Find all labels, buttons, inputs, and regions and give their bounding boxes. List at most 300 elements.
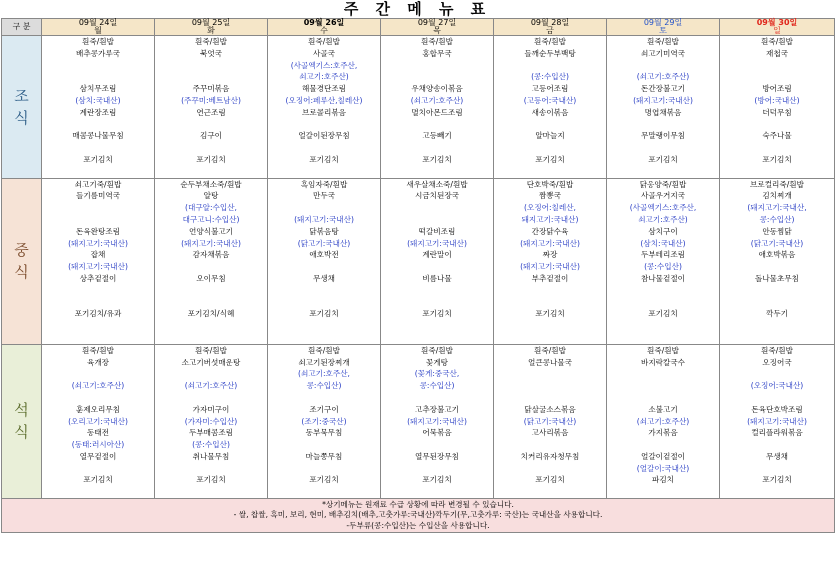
menu-item: 삼치구이: [648, 226, 678, 236]
menu-item: [607, 60, 719, 72]
menu-cell: [155, 344, 268, 498]
menu-item: 흰죽/흰밥: [761, 37, 793, 46]
meal-label-char: 식: [14, 108, 29, 127]
menu-item: 두부테리조림: [640, 250, 685, 260]
origin-note: (콩:수입산): [192, 440, 230, 450]
day-date: 09월 26일: [303, 18, 345, 27]
menu-item: 무생채: [312, 273, 335, 283]
menu-item: 고추장불고기: [414, 404, 459, 414]
menu-item: 포기김치: [762, 154, 792, 164]
menu-item: [268, 392, 380, 404]
menu-item: 포기김치: [422, 475, 452, 485]
menu-item: 흰죽/흰밥: [534, 345, 566, 355]
origin-note: (닭고기:국내산): [297, 238, 351, 248]
menu-item: 재첩국: [765, 48, 788, 58]
menu-item: [155, 486, 267, 498]
menu-item: 소불고기: [648, 404, 678, 414]
notes-cell: [2, 499, 835, 533]
menu-item: [268, 332, 380, 344]
menu-cell: [607, 36, 720, 179]
origin-note: 쇠고기:호주산): [638, 214, 688, 224]
menu-item: [607, 119, 719, 131]
menu-item: 포기김치: [309, 309, 339, 319]
menu-item: [720, 166, 834, 178]
menu-item: 가자미구이: [192, 404, 230, 414]
origin-note: (쇠고기:호주산): [71, 381, 125, 391]
origin-note: 쇠고기:호주산): [299, 72, 349, 82]
menu-item: 참나물겉절이: [640, 273, 685, 283]
menu-item: [381, 261, 493, 273]
origin-note: (사골엑기스:호주산,: [290, 60, 358, 70]
menu-item: 브로콜리볶음: [301, 107, 346, 117]
menu-item: [494, 463, 606, 475]
menu-item: 조기구이: [309, 404, 339, 414]
menu-item: 포기김치: [535, 475, 565, 485]
menu-item: 흰죽/흰밥: [82, 345, 114, 355]
menu-item: 김치찌개: [762, 191, 792, 201]
meal-label: [2, 344, 42, 498]
menu-cell: [42, 178, 155, 344]
menu-item: 닭볶음탕: [309, 226, 339, 236]
origin-note: (돼지고기:국내산): [747, 416, 807, 426]
day-weekday: 토: [659, 26, 667, 35]
menu-item: [607, 142, 719, 154]
menu-item: 흰죽/흰밥: [308, 37, 340, 46]
menu-cell: [720, 344, 835, 498]
menu-item: 쇠고기죽/흰밥: [74, 179, 122, 189]
menu-item: 알탕: [203, 191, 219, 201]
menu-item: 고사리볶음: [531, 428, 569, 438]
menu-item: [42, 285, 154, 297]
menu-cell: [268, 36, 381, 179]
menu-item: 깍두기: [765, 309, 788, 319]
menu-item: [607, 297, 719, 309]
menu-item: 컬리플라워볶음: [751, 428, 803, 438]
meal-row-bf: [2, 36, 835, 179]
menu-item: 육개장: [86, 357, 109, 367]
menu-item: [42, 320, 154, 332]
menu-item: [381, 297, 493, 309]
menu-item: 포기김치: [83, 154, 113, 164]
day-date: 09월 28일: [530, 18, 570, 27]
origin-note: 콩:수입산): [419, 381, 455, 391]
menu-cell: [720, 178, 835, 344]
menu-item: [720, 320, 834, 332]
meal-label: [2, 178, 42, 344]
menu-item: [381, 202, 493, 214]
menu-item: 파김치: [651, 475, 674, 485]
origin-note: (쇠고기:호주산): [636, 72, 690, 82]
menu-item: 돈육단호박조림: [751, 404, 803, 414]
menu-item: 닭살굴소스볶음: [524, 404, 576, 414]
origin-note: (방어:국내산): [754, 95, 800, 105]
menu-item: 포기김치/유과: [74, 309, 122, 319]
menu-item: [268, 297, 380, 309]
menu-item: 홍합무국: [422, 48, 452, 58]
menu-item: 사골국: [312, 48, 335, 58]
menu-item: [381, 71, 493, 83]
origin-note: 대구고니:수입산): [182, 214, 240, 224]
menu-item: [494, 380, 606, 392]
menu-item: 계란말이: [422, 250, 452, 260]
origin-note: (주꾸미:베트남산): [181, 95, 241, 105]
menu-item: 흰죽/흰밥: [195, 345, 227, 355]
day-header: [494, 19, 607, 36]
menu-item: [494, 392, 606, 404]
menu-item: 어묵볶음: [422, 428, 452, 438]
menu-item: 포기김치: [535, 154, 565, 164]
origin-note: 콩:수입산): [759, 214, 795, 224]
origin-note: (동태:러시아산): [71, 440, 125, 450]
menu-item: [720, 119, 834, 131]
menu-item: 브로컬리죽/흰밥: [750, 179, 804, 189]
notes-row: [2, 499, 835, 533]
menu-item: [268, 142, 380, 154]
day-date: 09월 29일: [643, 18, 683, 27]
menu-item: 포기김치/식혜: [187, 309, 235, 319]
menu-item: [494, 285, 606, 297]
menu-item: 감자채볶음: [192, 250, 230, 260]
menu-cell: [42, 36, 155, 179]
menu-item: 포기김치: [309, 475, 339, 485]
origin-note: 돼지고기:국내산): [521, 214, 579, 224]
menu-cell: [720, 36, 835, 179]
menu-item: [268, 119, 380, 131]
menu-item: 오이무침: [196, 273, 226, 283]
menu-item: [494, 166, 606, 178]
menu-item: 포기김치: [762, 475, 792, 485]
menu-item: 취나물무침: [192, 451, 230, 461]
menu-item: [155, 392, 267, 404]
menu-item: [381, 439, 493, 451]
origin-note: (콩:수입산): [644, 262, 682, 272]
menu-item: [381, 166, 493, 178]
menu-item: 흰죽/흰밥: [647, 37, 679, 46]
meal-label-char: 식: [14, 423, 29, 442]
origin-note: (오리고기:국내산): [68, 416, 128, 426]
menu-item: [42, 486, 154, 498]
menu-item: 포기김치: [196, 154, 226, 164]
origin-note: (고등어:국내산): [523, 95, 577, 105]
menu-item: 짜장: [542, 250, 558, 260]
day-date: 09월 27일: [417, 18, 457, 27]
origin-note: (돼지고기:국내산): [407, 238, 467, 248]
menu-cell: [42, 344, 155, 498]
menu-item: 치커리유자청무침: [520, 451, 580, 461]
menu-item: 새송이볶음: [531, 107, 569, 117]
menu-item: [381, 119, 493, 131]
day-weekday: 수: [320, 26, 328, 35]
menu-item: 북엇국: [199, 48, 222, 58]
day-header: [381, 19, 494, 36]
menu-item: 바지락칼국수: [640, 357, 685, 367]
menu-cell: [607, 344, 720, 498]
menu-item: [381, 214, 493, 226]
menu-item: 알마늘지: [535, 131, 565, 141]
menu-item: 흰죽/흰밥: [82, 37, 114, 46]
menu-item: [155, 261, 267, 273]
menu-item: 흰죽/흰밥: [534, 37, 566, 46]
origin-note: (꽃게:중국산,: [414, 369, 460, 379]
menu-cell: [268, 344, 381, 498]
note-line: - 쌀, 찹쌀, 흑미, 보리, 현미, 배추김치(배추,고춧가루:국내산)깍두기(무,고춧가루: 국산)는 국내산을 사용합니다.: [233, 510, 603, 520]
origin-note: (대구알:수입산,: [185, 203, 237, 213]
menu-item: 매콤콩나물무침: [72, 131, 124, 141]
day-date: 09월 24일: [78, 18, 118, 27]
menu-item: 계란장조림: [79, 107, 117, 117]
day-date: 09월 25일: [191, 18, 231, 27]
menu-item: 흰죽/흰밥: [308, 345, 340, 355]
menu-item: 우채양송이볶음: [411, 84, 463, 94]
menu-item: [607, 166, 719, 178]
origin-note: (삼치:국내산): [75, 95, 121, 105]
day-weekday: 일: [773, 26, 781, 35]
menu-item: 순두부채소죽/흰밥: [180, 179, 242, 189]
origin-note: (돼지고기:국내산): [68, 238, 128, 248]
menu-item: 흰죽/흰밥: [421, 37, 453, 46]
menu-item: [155, 297, 267, 309]
menu-item: [268, 261, 380, 273]
meal-label-char: 조: [14, 86, 29, 105]
menu-item: [494, 320, 606, 332]
menu-item: 마늘쫑무침: [305, 451, 343, 461]
menu-item: [42, 332, 154, 344]
menu-item: 안동찜닭: [762, 226, 792, 236]
origin-note: (오징어:칠레산,: [524, 203, 576, 213]
menu-item: 흑임자죽/흰밥: [300, 179, 348, 189]
meal-row-lu: [2, 178, 835, 344]
menu-item: 쇠고기미역국: [640, 48, 685, 58]
menu-item: 가지볶음: [648, 428, 678, 438]
menu-item: 돌나물초무침: [754, 273, 799, 283]
menu-item: 열무된장무침: [414, 451, 459, 461]
menu-item: [42, 119, 154, 131]
category-header: 구 분: [2, 19, 42, 36]
menu-item: [381, 285, 493, 297]
menu-item: 김구이: [199, 131, 222, 141]
menu-cell: [155, 178, 268, 344]
origin-note: (콩:수입산): [531, 72, 569, 82]
menu-item: [268, 166, 380, 178]
menu-item: 애호박전: [309, 250, 339, 260]
menu-item: [268, 320, 380, 332]
menu-item: 동부묵무침: [305, 428, 343, 438]
menu-item: [381, 320, 493, 332]
menu-item: 부추겉절이: [531, 273, 569, 283]
meal-row-di: [2, 344, 835, 498]
origin-note: (쇠고기:호주산): [184, 381, 238, 391]
menu-item: [494, 439, 606, 451]
day-header: [42, 19, 155, 36]
menu-item: [381, 486, 493, 498]
origin-note: (돼지고기:국내산,: [747, 203, 807, 213]
menu-item: [42, 71, 154, 83]
origin-note: (돼지고기:국내산): [294, 214, 354, 224]
menu-item: [494, 119, 606, 131]
menu-item: 꽃게탕: [425, 357, 448, 367]
menu-item: [381, 392, 493, 404]
origin-note: (닭고기:국내산): [523, 416, 577, 426]
origin-note: (돼지고기:국내산): [68, 262, 128, 272]
menu-item: [720, 439, 834, 451]
menu-item: [720, 297, 834, 309]
menu-item: [42, 392, 154, 404]
menu-item: [268, 486, 380, 498]
menu-item: 포기김치: [648, 309, 678, 319]
menu-item: 포기김치: [196, 475, 226, 485]
menu-item: 포기김치: [535, 309, 565, 319]
menu-item: [42, 166, 154, 178]
meal-label-char: 식: [14, 263, 29, 282]
meal-label: [2, 36, 42, 179]
menu-item: 만두국: [312, 191, 335, 201]
menu-cell: [494, 178, 607, 344]
menu-item: [720, 71, 834, 83]
menu-item: [155, 320, 267, 332]
origin-note: 콩:수입산): [306, 381, 342, 391]
day-header: [155, 19, 268, 36]
menu-item: [494, 486, 606, 498]
menu-item: 흰죽/흰밥: [195, 37, 227, 46]
menu-item: [607, 285, 719, 297]
menu-item: [494, 332, 606, 344]
menu-item: [494, 60, 606, 72]
day-weekday: 금: [546, 26, 554, 35]
menu-item: [155, 119, 267, 131]
menu-item: 오징어국: [762, 357, 792, 367]
menu-item: 단호박죽/흰밥: [526, 179, 574, 189]
menu-item: 짬뽕국: [538, 191, 561, 201]
origin-note: (쇠고기:호주산,: [298, 369, 350, 379]
menu-cell: [381, 344, 494, 498]
menu-item: 소고기버섯매운탕: [181, 357, 241, 367]
menu-item: 포기김치: [309, 154, 339, 164]
menu-cell: [155, 36, 268, 179]
menu-item: 얼갈이겉절이: [640, 451, 685, 461]
menu-item: [720, 142, 834, 154]
origin-note: (닭고기:국내산): [750, 238, 804, 248]
menu-item: 사골우거지국: [640, 191, 685, 201]
note-line: *상기메뉴는 원재료 수급 상황에 따라 변경될 수 있습니다.: [322, 499, 514, 509]
menu-item: [155, 332, 267, 344]
menu-item: [494, 142, 606, 154]
menu-item: 포기김치: [422, 309, 452, 319]
menu-item: 흰죽/흰밥: [647, 345, 679, 355]
meal-label-char: 중: [14, 241, 29, 260]
menu-item: [720, 463, 834, 475]
menu-item: [494, 368, 606, 380]
menu-item: 포기김치: [83, 475, 113, 485]
menu-item: [381, 142, 493, 154]
menu-item: 동태전: [86, 428, 109, 438]
origin-note: (얼갈이:국내산): [636, 463, 690, 473]
day-weekday: 화: [207, 26, 215, 35]
menu-item: [607, 332, 719, 344]
menu-item: 들기름미역국: [75, 191, 120, 201]
menu-item: [268, 285, 380, 297]
menu-item: 연근조림: [196, 107, 226, 117]
menu-item: [155, 285, 267, 297]
menu-item: 쇠고기된장찌개: [298, 357, 350, 367]
day-header: [268, 19, 381, 36]
menu-item: 포기김치: [422, 154, 452, 164]
menu-item: [381, 60, 493, 72]
origin-note: (오징어:국내산): [750, 381, 804, 391]
menu-item: [42, 60, 154, 72]
menu-item: [42, 368, 154, 380]
origin-note: (쇠고기:호주산): [636, 416, 690, 426]
menu-item: 명엽채볶음: [644, 107, 682, 117]
menu-item: 포기김치: [648, 154, 678, 164]
menu-item: [155, 166, 267, 178]
origin-note: (돼지고기:국내산): [520, 262, 580, 272]
menu-item: [607, 368, 719, 380]
menu-item: 방어조림: [762, 84, 792, 94]
menu-item: 삼치무조림: [79, 84, 117, 94]
origin-note: (오징어:페루산,칠레산): [285, 95, 363, 105]
origin-note: (조기:중국산): [301, 416, 347, 426]
menu-item: 주꾸미볶음: [192, 84, 230, 94]
origin-note: (돼지고기:국내산): [181, 238, 241, 248]
menu-item: 무생채: [765, 451, 788, 461]
menu-item: 두부매콤조림: [188, 428, 233, 438]
menu-item: [720, 60, 834, 72]
day-header: [720, 19, 835, 36]
menu-item: 얼큰콩나물국: [527, 357, 572, 367]
menu-item: 훈제오리무침: [75, 404, 120, 414]
menu-item: [42, 142, 154, 154]
origin-note: (돼지고기:국내산): [520, 238, 580, 248]
origin-note: (사골엑기스:호주산,: [629, 203, 697, 213]
page-title: 주 간 메 뉴 표: [343, 0, 492, 18]
day-header: [607, 19, 720, 36]
menu-item: 언양식불고기: [188, 226, 233, 236]
menu-item: 상추겉절이: [79, 273, 117, 283]
menu-item: [720, 392, 834, 404]
menu-item: 잡채: [90, 250, 106, 260]
menu-item: [155, 368, 267, 380]
menu-cell: [607, 178, 720, 344]
menu-item: 얼갈이된장무침: [298, 131, 350, 141]
menu-item: [155, 142, 267, 154]
menu-item: 시금치된장국: [414, 191, 459, 201]
menu-item: [42, 214, 154, 226]
menu-item: 들깨순두부백탕: [524, 48, 576, 58]
menu-cell: [494, 36, 607, 179]
menu-item: 새우살채소죽/흰밥: [406, 179, 468, 189]
menu-item: 애호박볶음: [758, 250, 796, 260]
note-line: -두부류(콩:수입산)는 수입산을 사용합니다.: [346, 520, 490, 530]
menu-item: 배추콩가루국: [75, 48, 120, 58]
origin-note: (돼지고기:국내산): [633, 95, 693, 105]
day-weekday: 월: [94, 26, 102, 35]
weekly-menu-table: [1, 18, 835, 533]
menu-cell: [381, 178, 494, 344]
menu-item: 돈간장불고기: [640, 84, 685, 94]
menu-item: [720, 285, 834, 297]
menu-item: [268, 439, 380, 451]
day-date: 09월 30일: [756, 18, 798, 27]
menu-cell: [268, 178, 381, 344]
origin-note: (돼지고기:국내산): [407, 416, 467, 426]
menu-item: [607, 392, 719, 404]
origin-note: (가자미:수입산): [184, 416, 238, 426]
menu-item: [381, 463, 493, 475]
menu-item: [268, 463, 380, 475]
menu-item: [155, 463, 267, 475]
menu-item: [607, 320, 719, 332]
meal-label-char: 석: [14, 401, 29, 420]
